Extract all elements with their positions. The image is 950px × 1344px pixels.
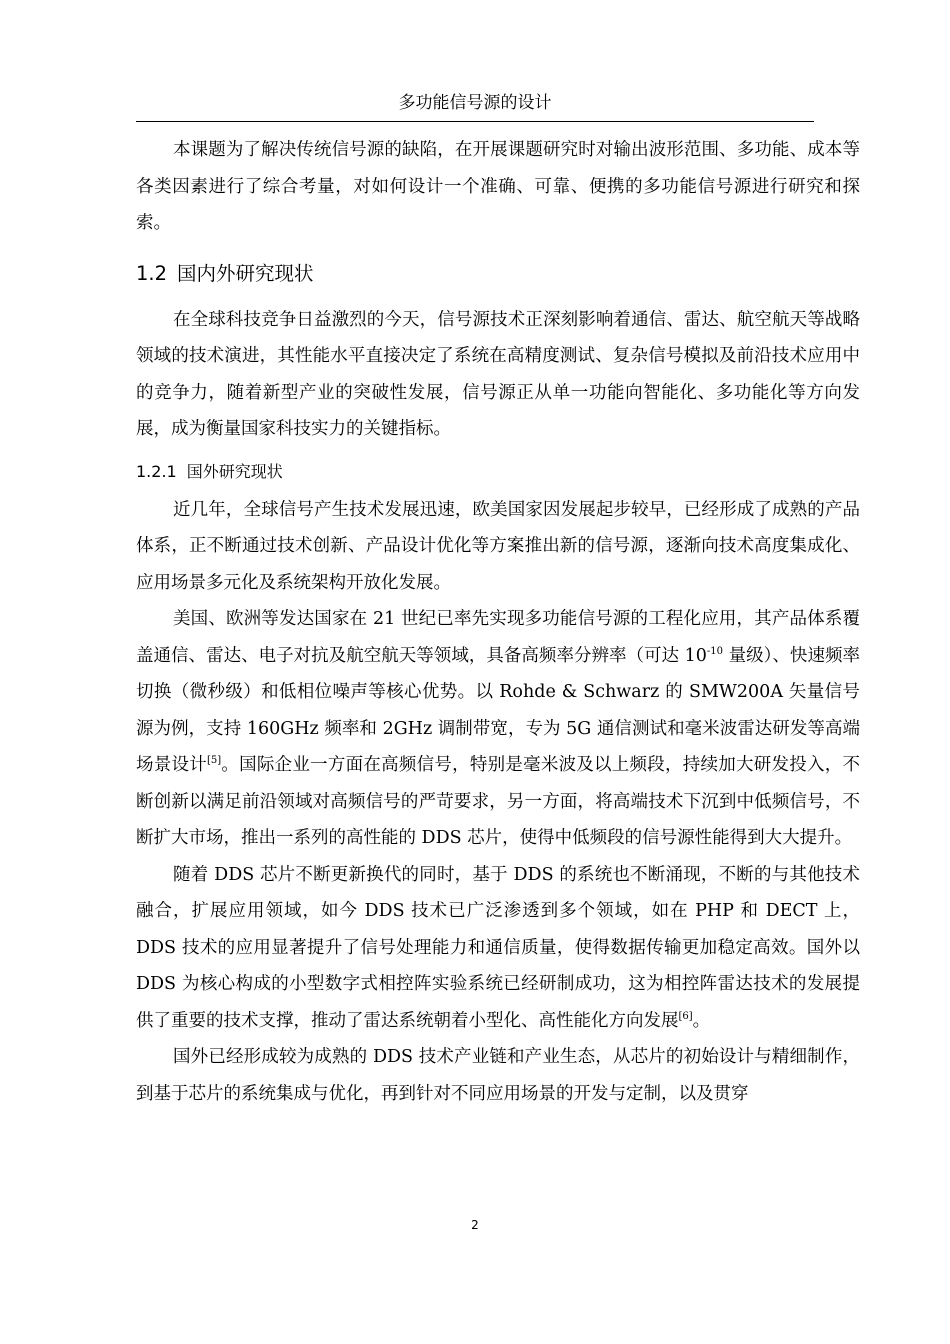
- subsection-title: 国外研究现状: [186, 461, 283, 481]
- paragraph-3-part-b: 。: [692, 1010, 711, 1031]
- section-paragraph: 在全球科技竞争日益激烈的今天，信号源技术正深刻影响着通信、雷达、航空航天等战略领域的技术演进，其性能水平直接决定了系统在高精度测试、复杂信号模拟及前沿技术应用中的竞争力，随着新型产业的突破性发展，信号源正从单一功能向智能化、多功能化等方向发展，成为衡量国家科技实力的关键指标。: [136, 309, 860, 439]
- paragraph-1: 近几年，全球信号产生技术发展迅速，欧美国家因发展起步较早，已经形成了成熟的产品体系，正不断通过技术创新、产品设计优化等方案推出新的信号源，逐渐向技术高度集成化、应用场景多元化及系统架构开放化发展。: [136, 499, 860, 593]
- intro-paragraph: 本课题为了解决传统信号源的缺陷，在开展课题研究时对输出波形范围、多功能、成本等各类因素进行了综合考量，对如何设计一个准确、可靠、便携的多功能信号源进行研究和探索。: [136, 140, 860, 233]
- running-header: 多功能信号源的设计: [398, 93, 552, 113]
- paragraph-2-part-c: 。国际企业一方面在高频信号，特别是毫米波及以上频段，持续加大研发投入，不断创新以满足前沿领域对高频信号的严苛要求，另一方面，将高端技术下沉到中低频信号，不断扩大市场，推出一系列的高性能的 DDS 芯片，使得中低频段的信号源性能得到大大提升。: [136, 755, 860, 848]
- paragraph-3: [136, 857, 860, 1040]
- section-heading: [136, 252, 860, 296]
- exponent: -10: [706, 645, 724, 657]
- citation-ref[interactable]: [5]: [206, 755, 222, 766]
- page-body: [136, 132, 860, 1112]
- section-title: 国内外研究现状: [177, 261, 314, 285]
- paragraph-4: 国外已经形成较为成熟的 DDS 技术产业链和产业生态，从芯片的初始设计与精细制作，到基于芯片的系统集成与优化，再到针对不同应用场景的开发与定制，以及贯穿: [136, 1047, 860, 1104]
- paragraph-2-part-b: 量级）、快速频率切换（微秒级）和低相位噪声等核心优势。以 Rohde & Schwarz 的 SMW200A 矢量信号源为例，支持 160GHz 频率和 2GHz 调制带宽，专为 5G 通信测试和毫米波雷达研发等高端场景设计: [136, 645, 860, 775]
- paragraph-2-part-a: 美国、欧洲等发达国家在 21 世纪已率先实现多功能信号源的工程化应用，其产品体系覆盖通信、雷达、电子对抗及航空航天等领域，具备高频率分辨率（可达 10: [136, 609, 860, 666]
- section-number: 1.2: [136, 261, 168, 285]
- citation-ref[interactable]: [6]: [678, 1010, 693, 1022]
- header-divider: [136, 121, 814, 122]
- subsection-heading: [136, 454, 860, 490]
- page-number: 2: [471, 1218, 479, 1232]
- paragraph-3-part-a: 随着 DDS 芯片不断更新换代的同时，基于 DDS 的系统也不断涌现，不断的与其他技术融合，扩展应用领域，如今 DDS 技术已广泛渗透到多个领域，如在 PHP 和 DECT 上，DDS 技术的应用显著提升了信号处理能力和通信质量，使得数据传输更加稳定高效。国外以 DDS 为核心构成的小型数字式相控阵实验系统已经研制成功，这为相控阵雷达技术的发展提供了重要的技术支撑，推动了雷达系统朝着小型化、高性能化方向发展: [136, 864, 860, 1031]
- paragraph-2: [136, 601, 860, 857]
- subsection-number: 1.2.1: [136, 461, 177, 481]
